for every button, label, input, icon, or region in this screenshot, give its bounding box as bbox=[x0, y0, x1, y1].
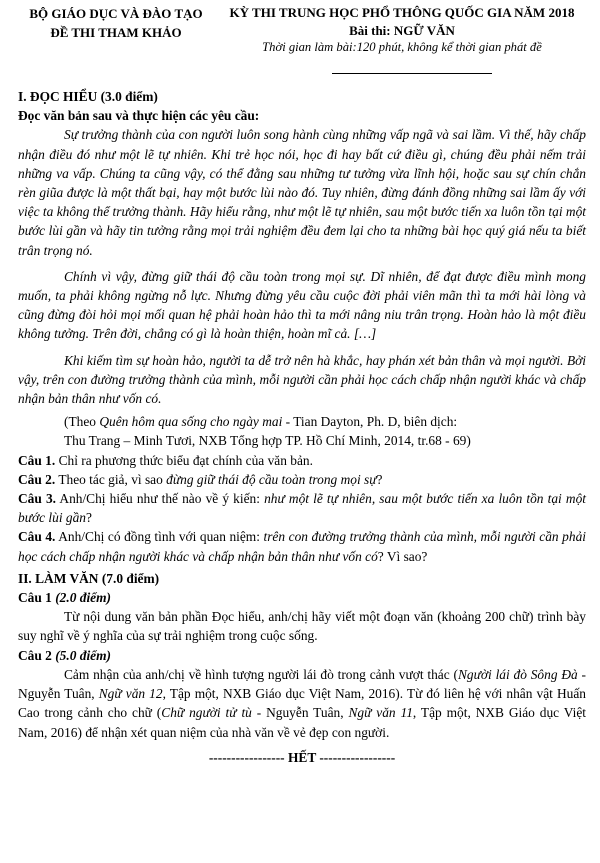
passage-source-line2: Thu Trang – Minh Tươi, NXB Tổng hợp TP. Hồ Chí Minh, 2014, tr.68 - 69) bbox=[64, 433, 471, 449]
question-points: (2.0 điểm) bbox=[55, 590, 111, 606]
question-4 bbox=[18, 527, 586, 565]
question-points: (5.0 điểm) bbox=[55, 647, 111, 663]
q2-book-title: Ngữ văn 12 bbox=[98, 686, 163, 702]
exam-content bbox=[18, 87, 586, 767]
question-label: Câu 1. bbox=[18, 452, 56, 468]
question-3 bbox=[18, 489, 586, 527]
end-marker: ----------------- HẾT ----------------- bbox=[208, 749, 396, 765]
exam-time: Thời gian làm bài:120 phút, không kể thời gian phát đề bbox=[262, 40, 542, 54]
q2-book-title: Ngữ văn 11 bbox=[348, 705, 413, 721]
question-text: Chỉ ra phương thức biểu đạt chính của văn bản. bbox=[55, 452, 313, 468]
source-open: (Theo bbox=[64, 414, 100, 430]
question-2 bbox=[18, 470, 586, 489]
passage-paragraph: Sự trưởng thành của con người luôn song hành cùng những vấp ngã và sai lầm. Vì thế, hãy chấp nhận điều đó như một lẽ tự nhiên. Khi trẻ học nói, học đi hay bất cứ điều gì, chúng đều phải nếm trải những va vấp. Chúng ta cũng vậy, có thể đằng sau những tư tưởng vừa lĩnh hội, hoặc sau sự chín chắn rèn giũa được là một thất bại, hay một bước lùi nào đó. Tuy nhiên, đừng đánh đồng những sai lầm ấy với việc ta không thể trưởng thành. Hãy hiểu rằng, như một lẽ tự nhiên, sau một bước tiến xa luôn tồn tại một bước lùi gần và hãy tin tưởng rằng mọi trải nghiệm đều đem lại cho ta những bài học quý giá nếu ta biết trân trọng nó. bbox=[18, 127, 586, 258]
writing-question-2-heading bbox=[18, 646, 586, 665]
ministry-name: BỘ GIÁO DỤC VÀ ĐÀO TẠO bbox=[29, 6, 203, 21]
question-label: Câu 3. bbox=[18, 491, 56, 507]
reading-instruction: Đọc văn bản sau và thực hiện các yêu cầu: bbox=[18, 108, 260, 124]
writing-question-1-heading bbox=[18, 588, 586, 607]
question-tail: ? bbox=[376, 471, 383, 487]
question-label: Câu 4. bbox=[18, 529, 56, 545]
source-author: - Tian Dayton, Ph. D, biên dịch: bbox=[282, 414, 458, 430]
question-quote: như một lẽ tự nhiên, sau một bước tiến xa luôn tồn tại một bước lùi gần bbox=[18, 491, 586, 526]
question-label: Câu 1 bbox=[18, 590, 52, 606]
q2-text: , Tập một, NXB Giáo dục Việt Nam, 2016) để nhận xét quan niệm của nhà văn về vẻ đẹp con người. bbox=[18, 705, 586, 740]
header-right bbox=[222, 4, 582, 57]
writing-question-2-text bbox=[18, 665, 586, 742]
exam-title: KỲ THI TRUNG HỌC PHỔ THÔNG QUỐC GIA NĂM 2018 bbox=[229, 5, 575, 20]
exam-subject: Bài thi: NGỮ VĂN bbox=[349, 22, 455, 38]
passage-paragraph: Chính vì vậy, đừng giữ thái độ cầu toàn trong mọi sự. Dĩ nhiên, để đạt được điều mình mong muốn, ta phải không ngừng nỗ lực. Nhưng đừng yêu cầu cuộc đời phải viên mãn thì ta mới hài lòng và cũng đừng đòi hỏi mọi mối quan hệ phải hoàn hảo thì ta mới nâng niu trân trọng. Hoàn hảo là một điều không tưởng. Trên đời, chẳng có gì là hoàn thiện, hoàn mĩ cả. […] bbox=[18, 268, 586, 342]
q2-work-title: Chữ người tử tù bbox=[161, 705, 252, 721]
source-book-title: Quên hôm qua sống cho ngày mai bbox=[99, 414, 283, 430]
passage-paragraph: Khi kiếm tìm sự hoàn hảo, người ta dễ trở nên hà khắc, hay phán xét bản thân và mọi người. Bởi vậy, trên con đường trưởng thành của mình, mỗi người cần phải học cách chấp nhận người khác và chấp nhận bản thân như vốn có. bbox=[18, 352, 586, 407]
writing-question-1-text: Từ nội dung văn bản phần Đọc hiểu, anh/chị hãy viết một đoạn văn (khoảng 200 chữ) trình bày suy nghĩ về ý nghĩa của sự trải nghiệm trong cuộc sống. bbox=[18, 609, 586, 644]
section-reading-title: I. ĐỌC HIỂU (3.0 điểm) bbox=[18, 89, 158, 104]
question-quote: trên con đường trưởng thành của mình, mỗi người cần phải học cách chấp nhận người khác và chấp nhận bản thân như vốn có bbox=[18, 529, 586, 564]
q2-text: - Nguyễn Tuân, bbox=[18, 666, 586, 702]
question-text: Anh/Chị có đồng tình với quan niệm: bbox=[55, 529, 264, 545]
question-text: Theo tác giả, vì sao bbox=[55, 471, 167, 487]
question-1 bbox=[18, 451, 586, 470]
q2-text: Cảm nhận của anh/chị về hình tượng người lái đò trong cảnh vượt thác ( bbox=[64, 666, 458, 682]
question-label: Câu 2 bbox=[18, 647, 52, 663]
header-divider bbox=[332, 73, 492, 74]
q2-text: , Tập một, NXB Giáo dục Việt Nam, 2016). Từ đó liên hệ với nhân vật Huấn Cao trong cảnh cho chữ ( bbox=[18, 686, 586, 721]
question-text: Anh/Chị hiểu như thế nào về ý kiến: bbox=[56, 491, 265, 507]
section-writing-title: II. LÀM VĂN (7.0 điểm) bbox=[18, 570, 160, 586]
q2-work-title: Người lái đò Sông Đà bbox=[457, 666, 578, 682]
q2-text: - Nguyễn Tuân, bbox=[251, 705, 349, 721]
question-label: Câu 2. bbox=[18, 471, 56, 487]
question-tail: ? Vì sao? bbox=[377, 548, 428, 564]
header-left bbox=[18, 4, 214, 42]
question-tail: ? bbox=[86, 510, 92, 526]
passage-source bbox=[18, 412, 586, 431]
exam-type: ĐỀ THI THAM KHẢO bbox=[50, 25, 182, 40]
question-quote: đừng giữ thái độ cầu toàn trong mọi sự bbox=[166, 471, 377, 487]
